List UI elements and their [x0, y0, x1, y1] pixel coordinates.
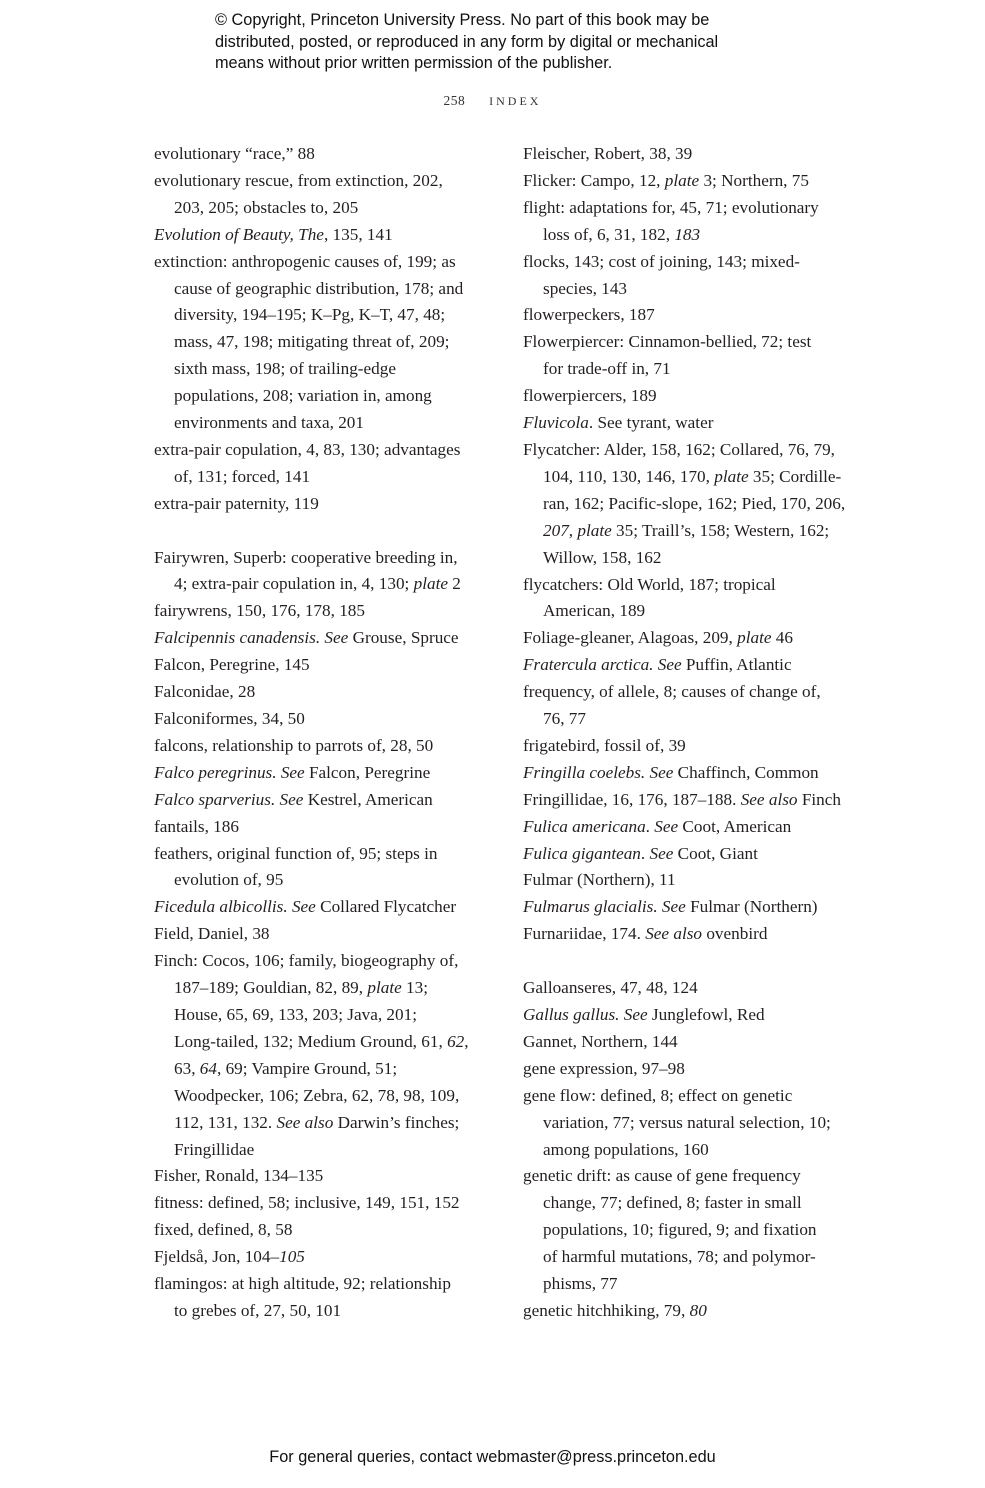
index-entry-continuation — [523, 222, 868, 249]
index-entry-headword-line — [523, 1029, 868, 1056]
text: diversity, 194–195; K–Pg, K–T, 47, 48; — [174, 305, 446, 325]
text: Fleischer, Robert, 38, 39 — [523, 144, 693, 163]
text: 2 — [448, 574, 461, 594]
text: American, 189 — [543, 601, 646, 621]
index-entry — [154, 1163, 499, 1190]
index-entry-headword-line — [154, 894, 499, 921]
text: extra-pair copulation, 4, 83, 130; advantages — [154, 439, 461, 459]
italic-text: 80 — [689, 1300, 707, 1320]
index-entry — [154, 652, 499, 679]
index-entry — [154, 760, 499, 787]
text: Coot, Giant — [673, 843, 758, 863]
index-entry-continuation — [154, 571, 499, 598]
text: variation, 77; versus natural selection, 10; — [543, 1112, 831, 1132]
text: Puffin, Atlantic — [681, 655, 792, 675]
index-entry-continuation — [523, 356, 868, 383]
italic-text: Falcipennis canadensis. See — [154, 628, 349, 648]
text: environments and taxa, 201 — [174, 413, 364, 433]
index-entry-headword-line — [523, 302, 868, 329]
index-entry-headword-line — [523, 141, 868, 168]
text: of, 131; forced, 141 — [174, 466, 311, 486]
index-entry-continuation — [154, 867, 499, 894]
footer-contact: For general queries, contact webmaster@press.princeton.edu — [269, 1448, 716, 1466]
index-entry-headword-line — [154, 222, 499, 249]
text: Flycatcher: Alder, 158, 162; Collared, 76, 79, — [523, 439, 835, 459]
text: flowerpeckers, 187 — [523, 305, 655, 325]
italic-text: Gallus gallus. See — [523, 1004, 648, 1024]
index-entry — [523, 302, 868, 329]
index-entry-headword-line — [523, 894, 868, 921]
text: flight: adaptations for, 45, 71; evolutionary — [523, 197, 819, 217]
index-entry — [154, 545, 499, 599]
text: . — [645, 816, 655, 836]
index-entry-headword-line — [523, 733, 868, 760]
index-entry-continuation — [523, 1137, 868, 1164]
index-entry-headword-line — [154, 1244, 499, 1271]
index-entry — [154, 733, 499, 760]
index-entry-continuation — [154, 1002, 499, 1029]
text: 63, — [174, 1058, 200, 1078]
italic-text: Fringilla coelebs. See — [523, 762, 674, 782]
text: Coot, American — [678, 816, 792, 836]
copyright-line: means without prior written permission of the publisher. — [215, 54, 613, 72]
index-entry — [523, 168, 868, 195]
index-entry-headword-line — [523, 410, 868, 437]
text: cause of geographic distribution, 178; and — [174, 278, 464, 298]
index-entry — [154, 841, 499, 895]
text: Furnariidae, 174. — [523, 924, 646, 944]
text: gene expression, 97–98 — [523, 1058, 685, 1078]
italic-text: See also — [645, 924, 703, 944]
italic-text: See — [654, 816, 679, 836]
index-column-right — [523, 141, 868, 1325]
text: phisms, 77 — [543, 1274, 618, 1294]
text: frigatebird, fossil of, 39 — [523, 735, 686, 755]
text: , 69; Vampire Ground, 51; — [216, 1058, 398, 1078]
text: flycatchers: Old World, 187; tropical — [523, 574, 776, 594]
index-entry — [523, 921, 868, 948]
index-entry — [154, 141, 499, 168]
text: evolutionary “race,” 88 — [154, 144, 315, 163]
text: Kestrel, American — [303, 789, 433, 809]
index-entry-headword-line — [523, 329, 868, 356]
index-entry — [523, 195, 868, 249]
running-head — [0, 93, 985, 109]
text: fixed, defined, 8, 58 — [154, 1220, 293, 1240]
italic-text: See also — [740, 789, 798, 809]
index-entry-headword-line — [154, 733, 499, 760]
text: Chaffinch, Common — [673, 762, 819, 782]
text: Long-tailed, 132; Medium Ground, 61, — [174, 1031, 448, 1051]
text: Finch: Cocos, 106; family, biogeography of, — [154, 951, 459, 971]
index-entry-headword-line — [154, 706, 499, 733]
text: Falcon, Peregrine — [304, 762, 431, 782]
index-entry-headword-line — [154, 141, 499, 168]
text: 13; — [401, 978, 428, 998]
text: , 135, 141 — [323, 224, 393, 244]
index-entry-headword-line — [523, 1083, 868, 1110]
index-entry-headword-line — [523, 679, 868, 706]
index-entry-continuation — [154, 975, 499, 1002]
index-entry — [523, 787, 868, 814]
index-entry-headword-line — [154, 1190, 499, 1217]
text: ovenbird — [702, 924, 768, 944]
text: Flowerpiercer: Cinnamon-bellied, 72; test — [523, 332, 812, 352]
index-entry — [154, 491, 499, 518]
text: of harmful mutations, 78; and polymor- — [543, 1247, 816, 1267]
text: Fulmar (Northern), 11 — [523, 870, 676, 890]
index-entry-continuation — [523, 491, 868, 518]
index-entry — [523, 894, 868, 921]
text: feathers, original function of, 95; steps in — [154, 843, 438, 863]
index-entry — [523, 141, 868, 168]
text: Grouse, Spruce — [348, 628, 459, 648]
italic-text: Falco sparverius. See — [154, 789, 304, 809]
index-entry-headword-line — [523, 975, 868, 1002]
text: 3; Northern, 75 — [699, 170, 809, 190]
index-entry-continuation — [154, 195, 499, 222]
index-entry — [523, 572, 868, 626]
text: populations, 208; variation in, among — [174, 386, 432, 406]
index-entry-headword-line — [154, 168, 499, 195]
index-entry — [523, 329, 868, 383]
index-entry-headword-line — [154, 1163, 499, 1190]
text: genetic hitchhiking, 79, — [523, 1300, 690, 1320]
text: Field, Daniel, 38 — [154, 924, 270, 944]
index-entry-continuation — [523, 464, 868, 491]
index-entry — [523, 383, 868, 410]
index-entry-continuation — [154, 329, 499, 356]
index-entry-headword-line — [523, 168, 868, 195]
index-entry-headword-line — [154, 598, 499, 625]
copyright-line: © Copyright, Princeton University Press. No part of this book may be — [215, 11, 710, 29]
text: fitness: defined, 58; inclusive, 149, 151, 152 — [154, 1193, 460, 1213]
index-entry-headword-line — [154, 841, 499, 868]
index-entry — [154, 625, 499, 652]
text: falcons, relationship to parrots of, 28, 50 — [154, 735, 434, 755]
italic-text: Fulmarus glacialis. See — [523, 897, 686, 917]
index-entry-headword-line — [523, 249, 868, 276]
index-entry-continuation — [154, 383, 499, 410]
index-entry-headword-line — [523, 867, 868, 894]
index-entry — [154, 1190, 499, 1217]
index-entry-continuation — [523, 1271, 868, 1298]
index-entry — [154, 948, 499, 1163]
index-entry-continuation — [154, 276, 499, 303]
text: extinction: anthropogenic causes of, 199; as — [154, 251, 456, 271]
index-entry — [523, 814, 868, 841]
text: Foliage-gleaner, Alagoas, 209, — [523, 628, 738, 648]
italic-text: Fluvicola — [523, 413, 589, 433]
italic-text: plate — [413, 574, 448, 594]
text: 76, 77 — [543, 709, 586, 729]
index-entry-headword-line — [523, 1056, 868, 1083]
index-entry-continuation — [523, 1217, 868, 1244]
italic-text: Falco peregrinus. See — [154, 762, 305, 782]
italic-text: plate — [737, 628, 772, 648]
text: Fairywren, Superb: cooperative breeding in, — [154, 547, 458, 567]
index-entry — [523, 1002, 868, 1029]
italic-text: 64 — [199, 1058, 217, 1078]
text: loss of, 6, 31, 182, — [543, 224, 675, 244]
index-entry — [154, 437, 499, 491]
index-entry — [523, 1298, 868, 1325]
text: Falconidae, 28 — [154, 682, 256, 702]
text: Fjeldså, Jon, 104– — [154, 1247, 280, 1267]
index-entry-headword-line — [154, 1217, 499, 1244]
index-entry-continuation — [154, 464, 499, 491]
index-entry — [523, 1056, 868, 1083]
text: genetic drift: as cause of gene frequency — [523, 1166, 801, 1186]
text: Flicker: Campo, 12, — [523, 170, 665, 190]
italic-text: plate — [714, 466, 749, 486]
index-entry-headword-line — [154, 948, 499, 975]
index-entry-headword-line — [523, 1002, 868, 1029]
text: Fringillidae, 16, 176, 187–188. — [523, 789, 741, 809]
italic-text: Evolution of Beauty, The — [154, 224, 324, 244]
text: 46 — [771, 628, 793, 648]
text: change, 77; defined, 8; faster in small — [543, 1193, 802, 1213]
index-entry-headword-line — [523, 1298, 868, 1325]
index-entry-headword-line — [154, 545, 499, 572]
index-entry-headword-line — [154, 921, 499, 948]
text: 35; Traill’s, 158; Western, 162; — [611, 520, 830, 540]
index-entry — [154, 921, 499, 948]
text: flowerpiercers, 189 — [523, 386, 657, 406]
index-entry — [154, 168, 499, 222]
text: . See tyrant, water — [588, 413, 714, 433]
text: 187–189; Gouldian, 82, 89, — [174, 978, 368, 998]
italic-text: See also — [276, 1112, 334, 1132]
copyright-notice — [215, 10, 835, 75]
text: Finch — [797, 789, 841, 809]
index-entry-headword-line — [523, 383, 868, 410]
index-entry — [523, 249, 868, 303]
index-entry-continuation — [523, 1190, 868, 1217]
index-entry — [154, 222, 499, 249]
index-entry-continuation — [523, 1110, 868, 1137]
text: for trade-off in, 71 — [543, 359, 671, 379]
text: ran, 162; Pacific-slope, 162; Pied, 170, 206, — [543, 493, 846, 513]
text: species, 143 — [543, 278, 628, 298]
running-title: INDEX — [489, 94, 542, 108]
page-number: 258 — [443, 93, 466, 108]
letter-group-gap — [154, 518, 499, 545]
index-entry-continuation — [523, 598, 868, 625]
letter-group-gap — [523, 948, 868, 975]
index-entry — [154, 1271, 499, 1325]
index-entry-headword-line — [154, 1271, 499, 1298]
index-entry-continuation — [154, 1056, 499, 1083]
italic-text: plate — [664, 170, 700, 190]
index-entry-headword-line — [154, 625, 499, 652]
index-entry-headword-line — [154, 760, 499, 787]
text: , — [568, 520, 578, 540]
index-entry-headword-line — [154, 652, 499, 679]
index-entry — [154, 679, 499, 706]
text: mass, 47, 198; mitigating threat of, 209; — [174, 332, 450, 352]
text: Collared Flycatcher — [315, 897, 457, 917]
index-entry-continuation — [154, 1298, 499, 1325]
index-entry — [523, 410, 868, 437]
text: 112, 131, 132. — [174, 1112, 277, 1132]
index-entry — [523, 1163, 868, 1298]
index-entry-headword-line — [523, 921, 868, 948]
text: Fulmar (Northern) — [685, 897, 818, 917]
index-entry-headword-line — [523, 787, 868, 814]
copyright-line: distributed, posted, or reproduced in any form by digital or mechanical — [215, 32, 719, 51]
text: , — [464, 1031, 469, 1051]
index-entry — [154, 598, 499, 625]
text: House, 65, 69, 133, 203; Java, 201; — [174, 1004, 417, 1024]
index-entry-headword-line — [154, 814, 499, 841]
text: Falcon, Peregrine, 145 — [154, 655, 310, 675]
italic-text: Ficedula albicollis. See — [154, 897, 316, 917]
italic-text: Fratercula arctica. See — [523, 655, 682, 675]
index-entry-continuation — [154, 410, 499, 437]
index-entry — [523, 1083, 868, 1164]
index-entry-continuation — [523, 518, 868, 545]
text: populations, 10; figured, 9; and fixation — [543, 1220, 817, 1240]
text: Fisher, Ronald, 134–135 — [154, 1166, 324, 1186]
index-entry — [154, 814, 499, 841]
index-entry — [523, 867, 868, 894]
text: Willow, 158, 162 — [543, 547, 662, 567]
index-entry-headword-line — [154, 787, 499, 814]
index-entry-continuation — [154, 302, 499, 329]
text: extra-pair paternity, 119 — [154, 493, 319, 513]
text: flamingos: at high altitude, 92; relationship — [154, 1274, 451, 1294]
index-entry-headword-line — [154, 249, 499, 276]
index-entry-headword-line — [523, 760, 868, 787]
text: flocks, 143; cost of joining, 143; mixed- — [523, 251, 800, 271]
text: Falconiformes, 34, 50 — [154, 709, 305, 729]
text: evolution of, 95 — [174, 870, 284, 890]
index-entry-continuation — [523, 706, 868, 733]
text: to grebes of, 27, 50, 101 — [174, 1300, 342, 1320]
index-entry — [523, 679, 868, 733]
index-entry — [523, 733, 868, 760]
index-entry-continuation — [154, 1137, 499, 1164]
text: 203, 205; obstacles to, 205 — [174, 197, 359, 217]
text: Fringillidae — [174, 1139, 255, 1159]
index-entry — [154, 249, 499, 437]
index-entry — [523, 625, 868, 652]
italic-text: 105 — [279, 1247, 305, 1267]
index-entry — [154, 706, 499, 733]
text: among populations, 160 — [543, 1139, 709, 1159]
italic-text: Fulica americana — [523, 816, 646, 836]
index-entry-continuation — [154, 356, 499, 383]
text: 35; Cordille- — [748, 466, 842, 486]
italic-text: plate — [577, 520, 612, 540]
index-entry-continuation — [523, 545, 868, 572]
text: frequency, of allele, 8; causes of change of, — [523, 682, 821, 702]
text: Darwin’s finches; — [333, 1112, 460, 1132]
index-entry-headword-line — [523, 437, 868, 464]
index-entry — [523, 1029, 868, 1056]
index-entry — [154, 894, 499, 921]
index-entry-headword-line — [523, 1163, 868, 1190]
index-entry-continuation — [523, 276, 868, 303]
index-entry-headword-line — [154, 679, 499, 706]
index-entry-headword-line — [523, 652, 868, 679]
index-entry-headword-line — [523, 814, 868, 841]
index-entry — [154, 1217, 499, 1244]
italic-text: plate — [367, 978, 402, 998]
index-entry-headword-line — [523, 572, 868, 599]
text: sixth mass, 198; of trailing-edge — [174, 359, 396, 379]
italic-text: 207 — [543, 520, 569, 540]
index-entry-headword-line — [523, 625, 868, 652]
text: gene flow: defined, 8; effect on genetic — [523, 1085, 793, 1105]
text: 104, 110, 130, 146, 170, — [543, 466, 715, 486]
text: fairywrens, 150, 176, 178, 185 — [154, 601, 365, 621]
index-entry-continuation — [154, 1029, 499, 1056]
index-entry — [523, 437, 868, 572]
italic-text: See — [649, 843, 674, 863]
text: evolutionary rescue, from extinction, 202, — [154, 170, 443, 190]
index-entry-headword-line — [154, 491, 499, 518]
index-entry-headword-line — [154, 437, 499, 464]
text: Woodpecker, 106; Zebra, 62, 78, 98, 109, — [174, 1085, 460, 1105]
index-entry — [154, 787, 499, 814]
index-column-left — [154, 141, 499, 1325]
text: Galloanseres, 47, 48, 124 — [523, 978, 698, 998]
index-entry-continuation — [154, 1083, 499, 1110]
text: Gannet, Northern, 144 — [523, 1031, 678, 1051]
text: fantails, 186 — [154, 816, 239, 836]
index-entry-headword-line — [523, 841, 868, 868]
index-entry — [523, 652, 868, 679]
index-entry — [154, 1244, 499, 1271]
text: . — [640, 843, 650, 863]
italic-text: Fulica gigantean — [523, 843, 641, 863]
italic-text: 62 — [447, 1031, 465, 1051]
index-entry-continuation — [154, 1110, 499, 1137]
italic-text: 183 — [674, 224, 701, 244]
index-entry — [523, 841, 868, 868]
index-entry-headword-line — [523, 195, 868, 222]
text: Junglefowl, Red — [647, 1004, 765, 1024]
index-entry-continuation — [523, 1244, 868, 1271]
index-entry — [523, 760, 868, 787]
text: 4; extra-pair copulation in, 4, 130; — [174, 574, 414, 594]
index-entry — [523, 975, 868, 1002]
